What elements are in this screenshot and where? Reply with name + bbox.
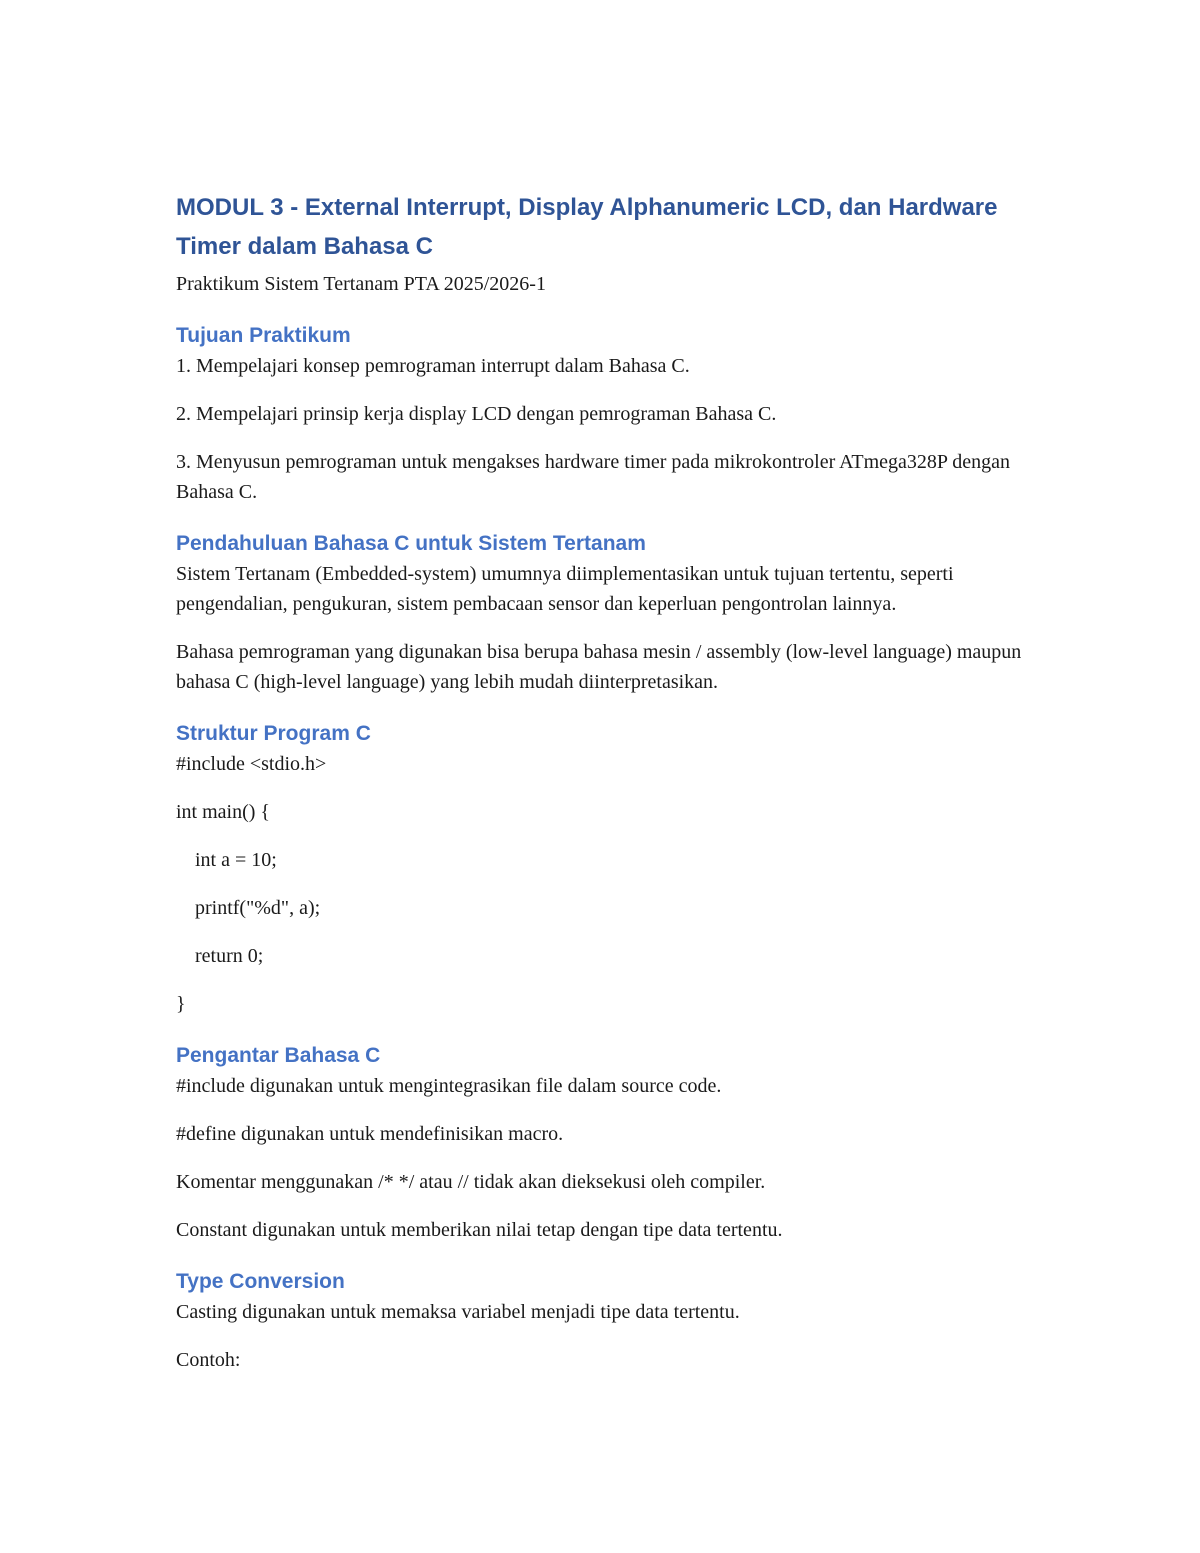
- heading-type-conversion: Type Conversion: [176, 1270, 345, 1293]
- heading-pendahuluan: Pendahuluan Bahasa C untuk Sistem Tertanam: [176, 532, 646, 555]
- code-line-include: #include <stdio.h>: [176, 753, 327, 775]
- tujuan-item-2: 2. Mempelajari prinsip kerja display LCD dengan pemrograman Bahasa C.: [176, 403, 777, 425]
- heading-pengantar: Pengantar Bahasa C: [176, 1044, 381, 1067]
- document-subtitle: Praktikum Sistem Tertanam PTA 2025/2026-1: [176, 273, 546, 295]
- tujuan-item-1: 1. Mempelajari konsep pemrograman interrupt dalam Bahasa C.: [176, 355, 690, 377]
- type-conversion-paragraph-2: Contoh:: [176, 1349, 241, 1371]
- pendahuluan-paragraph-1: Sistem Tertanam (Embedded-system) umumnya diimplementasikan untuk tujuan tertentu, seperti pengendalian, pengukuran, sistem pembacaan sensor dan keperluan pengontrolan lainnya.: [176, 563, 954, 615]
- code-line-return: return 0;: [195, 945, 264, 967]
- tujuan-item-3: 3. Menyusun pemrograman untuk mengakses hardware timer pada mikrokontroler ATmega328P dengan Bahasa C.: [176, 451, 1011, 503]
- document-title: MODUL 3 - External Interrupt, Display Alphanumeric LCD, dan Hardware Timer dalam Bahasa C: [176, 194, 998, 260]
- document-page: [176, 188, 1036, 1375]
- pendahuluan-paragraph-2: Bahasa pemrograman yang digunakan bisa berupa bahasa mesin / assembly (low-level language) maupun bahasa C (high-level language) yang lebih mudah diinterpretasikan.: [176, 641, 1022, 693]
- pengantar-paragraph-2: #define digunakan untuk mendefinisikan macro.: [176, 1123, 564, 1145]
- pengantar-paragraph-1: #include digunakan untuk mengintegrasikan file dalam source code.: [176, 1075, 722, 1097]
- pengantar-paragraph-4: Constant digunakan untuk memberikan nilai tetap dengan tipe data tertentu.: [176, 1219, 783, 1241]
- pengantar-paragraph-3: Komentar menggunakan /* */ atau // tidak akan dieksekusi oleh compiler.: [176, 1171, 766, 1193]
- code-line-printf: printf("%d", a);: [195, 897, 321, 919]
- heading-struktur-program: Struktur Program C: [176, 722, 371, 745]
- type-conversion-paragraph-1: Casting digunakan untuk memaksa variabel menjadi tipe data tertentu.: [176, 1301, 740, 1323]
- code-line-declare: int a = 10;: [195, 849, 277, 871]
- code-line-main: int main() {: [176, 801, 271, 823]
- heading-tujuan-praktikum: Tujuan Praktikum: [176, 324, 351, 347]
- code-line-close-brace: }: [176, 993, 186, 1015]
